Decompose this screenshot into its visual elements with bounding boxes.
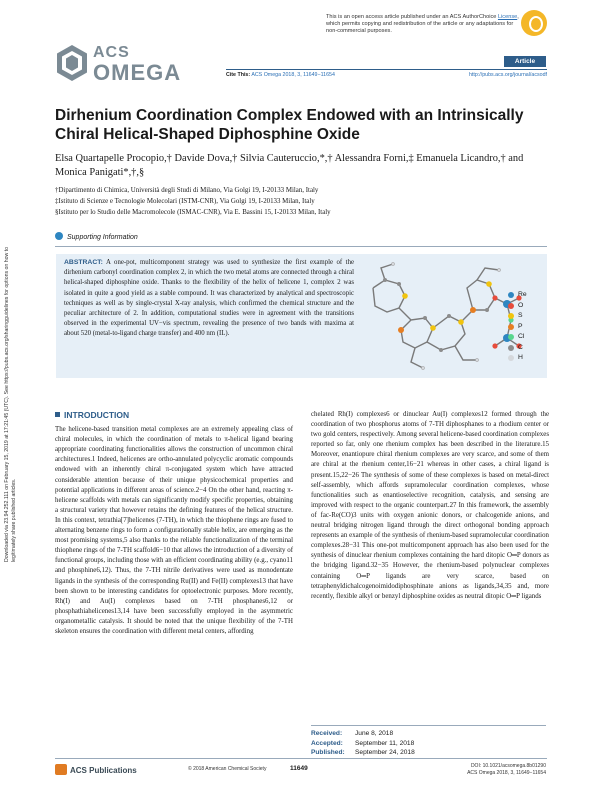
crystal-structure-image <box>361 260 531 372</box>
author-list: Elsa Quartapelle Procopio,† Davide Dova,† Silvia Cauteruccio,*,† Alessandra Forni,‡ Emanuela Licandro,† and Monica Panigati*,†,§ <box>55 153 524 178</box>
acs-publications-icon <box>55 764 67 775</box>
legend-item-cl <box>508 332 544 343</box>
open-access-notice: This is an open access article published under an ACS AuthorChoice License, which permits copying and redistribution of the article or any adaptations for non-commercial purposes. <box>326 14 519 34</box>
legend-swatch <box>508 324 514 330</box>
license-link[interactable]: License <box>497 14 518 20</box>
affiliation-2: ‡Istituto di Scienze e Tecnologie Molecolari (ISTM-CNR), Via Golgi 19, I-20133 Milan, Italy <box>55 198 315 205</box>
intro-paragraph-left: The helicene-based transition metal complexes are an extremely appealing class of chiral molecules, in which the coordination of metals to π-helical ligand bearing appropriate coordinating functionalities allows the construction of uncommon chiral architectures.1 Indeed, helicenes are ortho-annulated polycyclic aromatic compounds endowed with an inherently chiral π-conjugated system which have attracted considerable attention because of their unique physicochemical properties and potential applications in different areas of science.2−4 On the other hand, reacting π-helicene scaffolds with metals can significantly modify specific properties, obtaining a structural variety that however retains the defining features of the helical structure. In this context, tetrathia[7]helicenes (7-TH), in which the thiophene rings are fused to alternating benzene rings to form a configurationally stable helix, are emerging as the most promising systems,5 also thanks to the reliable functionalization of the terminal thiophene rings of the 7-TH scaffold6−10 that allows the introduction of a diversity of functional groups, including those with an efficient coordinating ability (e.g., cyano11 and phosphine6,12). Thus, the 7-TH nitrile derivatives were used as monodentate ligands in the synthesis of the corresponding Ru(II) and Fe(II) complexes13 that have been shown to be interesting candidates for optoelectronic purposes. More recently, Rh(I) and Au(I) complexes based on 7-TH phosphanes6,12 or phosphathiahelicenes13,14 have been successfully employed in the asymmetric organometallic catalysis. It should be noted that the unique flexibility of the 7-TH skeleton ensures the coordination with different metal centers, affording <box>55 426 293 635</box>
article-type-badge: Article <box>504 56 546 67</box>
legend-swatch <box>508 313 514 319</box>
abstract-label: ABSTRACT: <box>64 259 103 266</box>
legend-swatch <box>508 334 514 340</box>
date-value: September 11, 2018 <box>355 739 415 747</box>
supporting-information-link[interactable]: Supporting Information <box>55 232 138 241</box>
atom-legend <box>508 290 544 364</box>
page-footer <box>0 758 600 785</box>
legend-swatch <box>508 303 514 309</box>
date-label: Accepted: <box>311 739 343 747</box>
date-label: Received: <box>311 730 343 737</box>
legend-label: Cl <box>518 333 525 340</box>
journal-logo <box>55 44 225 86</box>
acs-omega-logo-icon <box>55 44 89 82</box>
legend-label: S <box>518 312 523 319</box>
legend-label: C <box>518 343 523 351</box>
legend-item-c <box>508 343 544 354</box>
journal-url-link[interactable]: http://pubs.acs.org/journal/acsodf <box>468 72 547 78</box>
abstract-text: ABSTRACT: A one-pot, multicomponent strategy was used to synthesize the first example of the dirhenium carbonyl coordination complex 2, in which the two metal atoms are connected through a chiral helical-shaped diphosphine oxide. Thanks to the flexibility of the helix of helicene 1, complex 2 was isolated in quite a good yield as a stable compound. It was characterized by analytical and spectroscopic techniques as well as by single-crystal X-ray analysis, which confirmed the chemical structure and the peculiar architecture of 2. In addition, computational studies were in agreement with the transitions observed in the experimental UV−vis spectrum, revealing the presence of two bands with maxima at about 520 (metal-to-ligand charge transfer) and 400 nm (IL). <box>64 259 354 338</box>
legend-label: H <box>518 354 523 361</box>
download-side-note <box>4 232 18 562</box>
date-value: June 8, 2018 <box>355 730 394 737</box>
date-label: Published: <box>311 749 345 756</box>
cite-this[interactable]: Cite This: ACS Omega 2018, 3, 11649−11654 <box>226 72 335 78</box>
copyright: © 2018 American Chemical Society <box>188 766 267 772</box>
legend-label: P <box>518 322 523 330</box>
abstract-panel <box>56 254 547 378</box>
legend-label: O <box>518 301 524 309</box>
page-number: 11649 <box>290 765 308 772</box>
logo-acs-text: ACS <box>93 44 130 61</box>
acs-publications-logo: ACS Publications <box>55 764 137 775</box>
legend-swatch <box>508 345 514 351</box>
download-note-text: Downloaded via 23.94.252.111 on February 15, 2019 at 17:21:45 (UTC). See https://pubs.acs.org/sharingguidelines for options on how to legitimately share published articles. <box>4 246 17 562</box>
legend-item-p <box>508 322 544 333</box>
intro-paragraph-right: chelated Rh(I) complexes6 or dinuclear Au(I) complexes12 formed through the coordination of two phosphorus atoms of 7-TH diphosphanes to a rhodium center or two gold centers, respectively. Among several helicene-based coordination complexes reported so far, only one rhenium complex has been described in the literature.15 Moreover, enantiopure chiral rhenium complexes are very scarce, and some of them are chiral at the rhenium center,16−21 whereas in other cases, a chiral ligand is present.15,22−26 The synthesis of some of these complexes is based on metal-direct self-assembly, which affords supramolecular coordination complexes, whose functionalities such as enantioselective recognition, catalysis, and sensing are improved with respect to the organic counterpart.27 In this framework, the assembly of fac-Re(CO)3 units with oxygen anionic donors, or chalcogenide anions, and neutral bridging nitrogen ligand through the direct orthogonal bonding approach represents an example of the synthesis of rhenium-based supramolecular coordination complexes.28−31 This one-pot multicomponent approach has also been used for the synthesis of dinuclear rhenium complexes containing the hard ditopic O═P donors as the bridging ligand.32−35 However, the rhenium-based polynuclear complexes containing O═P ligands are very scarce, based on tetraphenyldichalcogenoimidodiphosphinate anions as ligands,34,35 and, more recently, flexible alkyl or benzyl diphosphine oxides as neutral ditopic O═P ligands <box>311 411 549 600</box>
date-row <box>311 748 546 758</box>
citation-bar <box>226 69 547 78</box>
affiliation-1: †Dipartimento di Chimica, Università degli Studi di Milano, Via Golgi 19, I-20133 Milan, Italy <box>55 187 319 194</box>
affiliations <box>55 185 545 218</box>
publication-dates <box>311 725 546 758</box>
legend-swatch <box>508 292 514 298</box>
legend-swatch <box>508 355 514 361</box>
info-icon <box>55 232 63 240</box>
legend-item-re <box>508 290 544 301</box>
date-row <box>311 739 546 749</box>
divider <box>55 246 547 247</box>
affiliation-3: §Istituto per lo Studio delle Macromolecole (ISMAC-CNR), Via E. Bassini 15, I-20133 Milan, Italy <box>55 209 331 216</box>
intro-column-right <box>311 410 549 602</box>
intro-column-left <box>55 410 293 637</box>
legend-item-h <box>508 353 544 364</box>
legend-label: Re <box>518 291 527 298</box>
doi-info <box>467 763 546 777</box>
legend-item-o <box>508 301 544 312</box>
journal-reference: ACS Omega 2018, 3, 11649−11654 <box>467 770 546 776</box>
open-access-icon <box>521 10 547 36</box>
section-heading-introduction: INTRODUCTION <box>55 410 293 420</box>
date-row <box>311 729 546 739</box>
footer-divider <box>55 758 547 759</box>
logo-omega-text: OMEGA <box>93 60 182 85</box>
date-value: September 24, 2018 <box>355 749 415 756</box>
legend-item-s <box>508 311 544 322</box>
doi-link[interactable]: DOI: 10.1021/acsomega.8b01290 <box>470 763 546 769</box>
article-title: Dirhenium Coordination Complex Endowed with an Intrinsically Chiral Helical-Shaped Diphosphine Oxide <box>55 107 524 143</box>
